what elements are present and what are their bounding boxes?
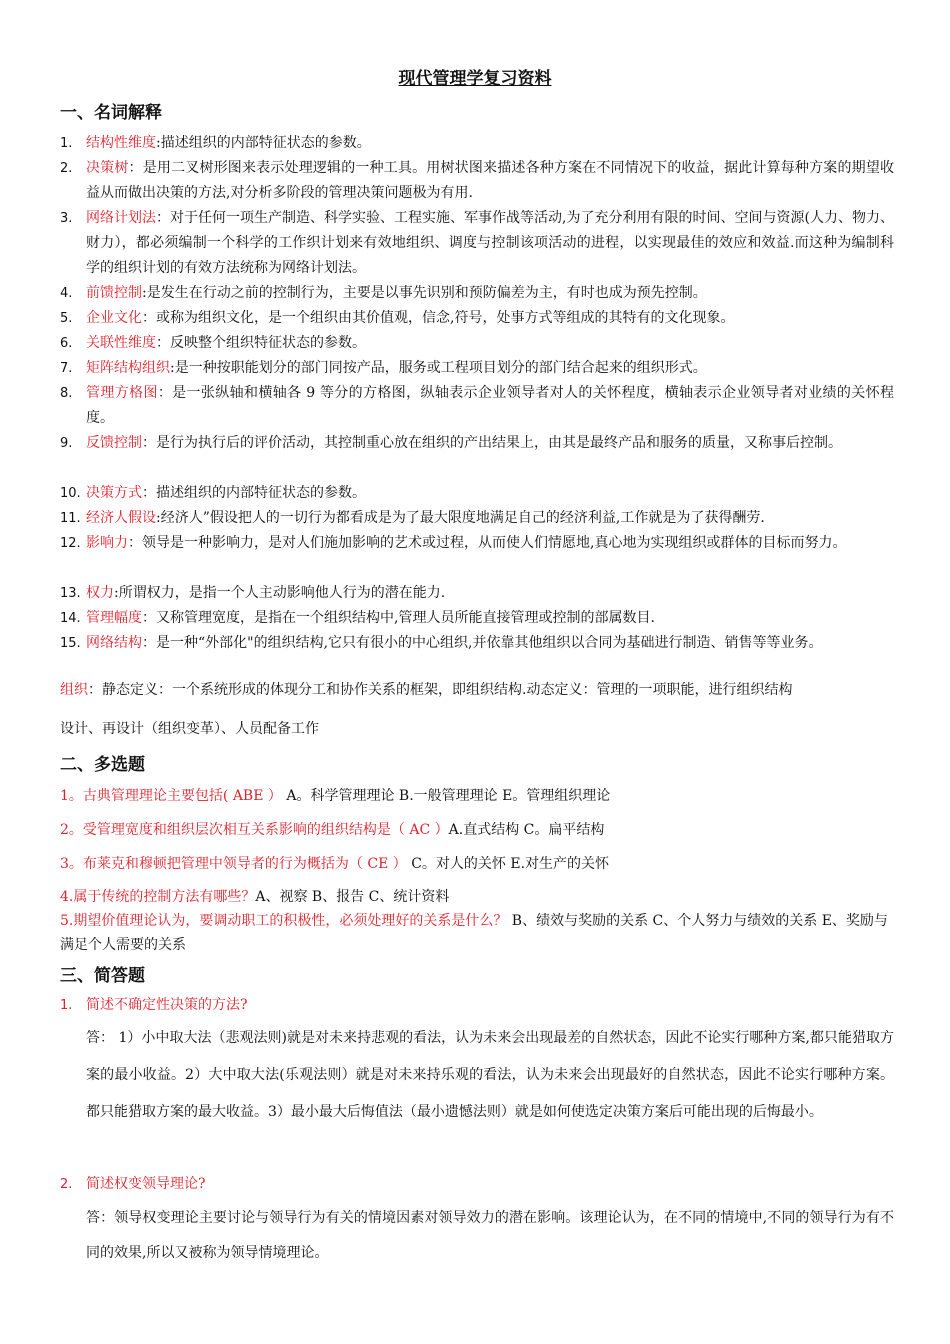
term-name: 权力	[86, 585, 114, 601]
term-number: 2.	[60, 161, 73, 176]
term-number: 11.	[60, 511, 81, 526]
term-name: 经济人假设	[86, 510, 156, 526]
mc-item-1	[60, 784, 894, 808]
section-heading-terms: 一、名词解释	[60, 103, 162, 123]
mc-question: 5.期望价值理论认为，要调动职工的积极性，必须处理好的关系是什么？	[60, 913, 508, 929]
term-item	[60, 331, 894, 356]
term-definition: ：或称为组织文化，是一个组织由其价值观，信念,符号，处事方式等组成的其特有的文化现象。	[142, 310, 735, 326]
term-number: 7.	[60, 361, 73, 376]
term-number: 1.	[60, 136, 73, 151]
term-text	[86, 131, 894, 156]
term-item	[60, 381, 894, 431]
term-number: 8.	[60, 386, 73, 401]
term-text	[86, 306, 894, 331]
term-definition: ：是一张纵轴和横轴各 9 等分的方格图，纵轴表示企业领导者对人的关怀程度，横轴表示企业领导者对业绩的关怀程度。	[86, 385, 895, 426]
org-term: 组织	[60, 682, 88, 698]
term-text	[86, 431, 894, 456]
mc-item-3	[60, 852, 894, 876]
qa-question-1	[60, 993, 894, 1018]
org-definition-cont: 设计、再设计（组织变革）、人员配备工作	[60, 721, 319, 737]
org-def: ：静态定义：一个系统形成的体现分工和协作关系的框架，即组织结构.动态定义：管理的一项职能，进行组织结构	[88, 682, 793, 698]
term-text	[86, 381, 894, 431]
term-number: 13.	[60, 586, 81, 601]
org-definition	[60, 678, 894, 703]
term-name: 影响力	[86, 535, 128, 551]
term-text	[86, 581, 894, 606]
term-name: 管理方格图	[86, 385, 158, 401]
term-text	[86, 331, 894, 356]
term-item	[60, 631, 894, 656]
qa-question-2	[60, 1172, 894, 1197]
mc-item-4	[60, 885, 894, 909]
mc-answer: A.直式结构 C。扁平结构	[448, 822, 605, 838]
term-name: 管理幅度	[86, 610, 142, 626]
qa-answer-1: 答： 1）小中取大法（悲观法则)就是对未来持悲观的看法，认为未来会出现最差的自然状态，因此不论实行哪种方案,都只能猎取方案的最小收益。2）大中取大法(乐观法则）就是对未来持乐观的看法，认为未来会出现最好的自然状态，因此不论实行哪种方案。都只能猎取方案的最大收益。3）最小最大后悔值法（最小遗憾法则）就是如何使选定决策方案后可能出现的后悔最小。	[86, 1030, 894, 1120]
term-name: 网络计划法	[86, 210, 157, 226]
mc-answer: C。对人的关怀 E.对生产的关怀	[406, 856, 610, 872]
term-item	[60, 281, 894, 306]
term-text	[86, 156, 894, 206]
term-definition: ：描述组织的内部特征状态的参数。	[142, 485, 366, 501]
mc-item-5	[60, 909, 894, 957]
term-definition: :是一种按职能划分的部门同按产品，服务或工程项目划分的部门结合起来的组织形式。	[170, 360, 707, 376]
mc-question: 2。受管理宽度和组织层次相互关系影响的组织结构是（ AC ）	[60, 822, 449, 838]
term-number: 10.	[60, 486, 81, 501]
term-name: 矩阵结构组织	[86, 360, 170, 376]
term-text	[86, 631, 894, 656]
term-item	[60, 156, 894, 206]
term-number: 15.	[60, 636, 81, 651]
mc-question: 3。布莱克和穆顿把管理中领导者的行为概括为（ CE ）	[60, 856, 407, 872]
section-heading-mc: 二、多选题	[60, 755, 145, 775]
term-text	[86, 531, 894, 556]
section-heading-qa: 三、简答题	[60, 966, 145, 986]
mc-answer: A、视察 B、报告 C、统计资料	[255, 889, 450, 905]
qa-question-text: 简述权变领导理论?	[86, 1176, 206, 1192]
mc-answer: B、绩效与奖励的关系 C、个人努力与绩效的关系 E、奖励与满足个人需要的关系	[60, 913, 888, 953]
term-name: 决策方式	[86, 485, 142, 501]
qa-number: 1.	[60, 998, 73, 1013]
term-definition: ：是一种“外部化"的组织结构,它只有很小的中心组织,并依靠其他组织以合同为基础进行制造、销售等等业务。	[142, 635, 823, 651]
term-item	[60, 506, 894, 531]
term-name: 企业文化	[86, 310, 142, 326]
term-number: 12.	[60, 536, 81, 551]
term-text	[86, 206, 894, 281]
term-number: 6.	[60, 336, 73, 351]
term-definition: ：又称管理宽度，是指在一个组织结构中,管理人员所能直接管理或控制的部属数目.	[142, 610, 655, 626]
qa-answer-2: 答：领导权变理论主要讨论与领导行为有关的情境因素对领导效力的潜在影响。该理论认为，在不同的情境中,不同的领导行为有不同的效果,所以又被称为领导情境理论。	[86, 1210, 894, 1261]
term-name: 网络结构	[86, 635, 142, 651]
term-text	[86, 606, 894, 631]
qa-number: 2.	[60, 1177, 73, 1192]
term-definition: ：反映整个组织特征状态的参数。	[156, 335, 366, 351]
term-item	[60, 431, 894, 456]
qa-question-text: 简述不确定性决策的方法?	[86, 997, 248, 1013]
term-item	[60, 131, 894, 156]
term-definition: ：领导是一种影响力，是对人们施加影响的艺术或过程，从而使人们情愿地,真心地为实现组织或群体的目标而努力。	[128, 535, 847, 551]
term-item	[60, 356, 894, 381]
term-definition: :描述组织的内部特征状态的参数。	[156, 135, 371, 151]
term-definition: ：是用二叉树形图来表示处理逻辑的一种工具。用树状图来描述各种方案在不同情况下的收益，据此计算每种方案的期望收益从而做出决策的方法,对分析多阶段的管理决策问题极为有用.	[86, 160, 895, 201]
term-number: 5.	[60, 311, 73, 326]
term-definition: :是发生在行动之前的控制行为，主要是以事先识别和预防偏差为主，有时也成为预先控制。	[142, 285, 707, 301]
term-definition: ：对于任何一项生产制造、科学实验、工程实施、军事作战等活动,为了充分利用有限的时间、空间与资源(人力、物力、财力），都必须编制一个科学的工作织计划来有效地组织、调度与控制该项活动的进程，以实现最佳的效应和效益.而这种为编制科学的组织计划的有效方法统称为网络计划法。	[86, 210, 894, 276]
term-definition: :经济人”假设把人的一切行为都看成是为了最大限度地满足自己的经济利益,工作就是为了获得酬劳.	[156, 510, 765, 526]
term-name: 结构性维度	[86, 135, 156, 151]
mc-item-2	[60, 818, 894, 842]
term-name: 反馈控制	[86, 435, 142, 451]
term-item	[60, 206, 894, 281]
term-item	[60, 531, 894, 556]
term-definition: :所谓权力，是指一个人主动影响他人行为的潜在能力.	[114, 585, 446, 601]
term-text	[86, 506, 894, 531]
term-item	[60, 481, 894, 506]
term-item	[60, 306, 894, 331]
term-item	[60, 581, 894, 606]
term-name: 前馈控制	[86, 285, 142, 301]
term-number: 3.	[60, 211, 73, 226]
term-text	[86, 281, 894, 306]
term-number: 14.	[60, 611, 81, 626]
document-title: 现代管理学复习资料	[398, 69, 552, 89]
term-text	[86, 356, 894, 381]
term-name: 关联性维度	[86, 335, 156, 351]
mc-question: 4.属于传统的控制方法有哪些？	[60, 889, 256, 905]
term-name: 决策树	[86, 160, 129, 176]
term-number: 9.	[60, 436, 73, 451]
term-text	[86, 481, 894, 506]
term-definition: ：是行为执行后的评价活动，其控制重心放在组织的产出结果上，由其是最终产品和服务的质量，又称事后控制。	[142, 435, 842, 451]
mc-answer: A。科学管理理论 B.一般管理理论 E。管理组织理论	[281, 788, 611, 804]
term-item	[60, 606, 894, 631]
term-number: 4.	[60, 286, 73, 301]
mc-question: 1。古典管理理论主要包括( ABE ）	[60, 788, 282, 804]
